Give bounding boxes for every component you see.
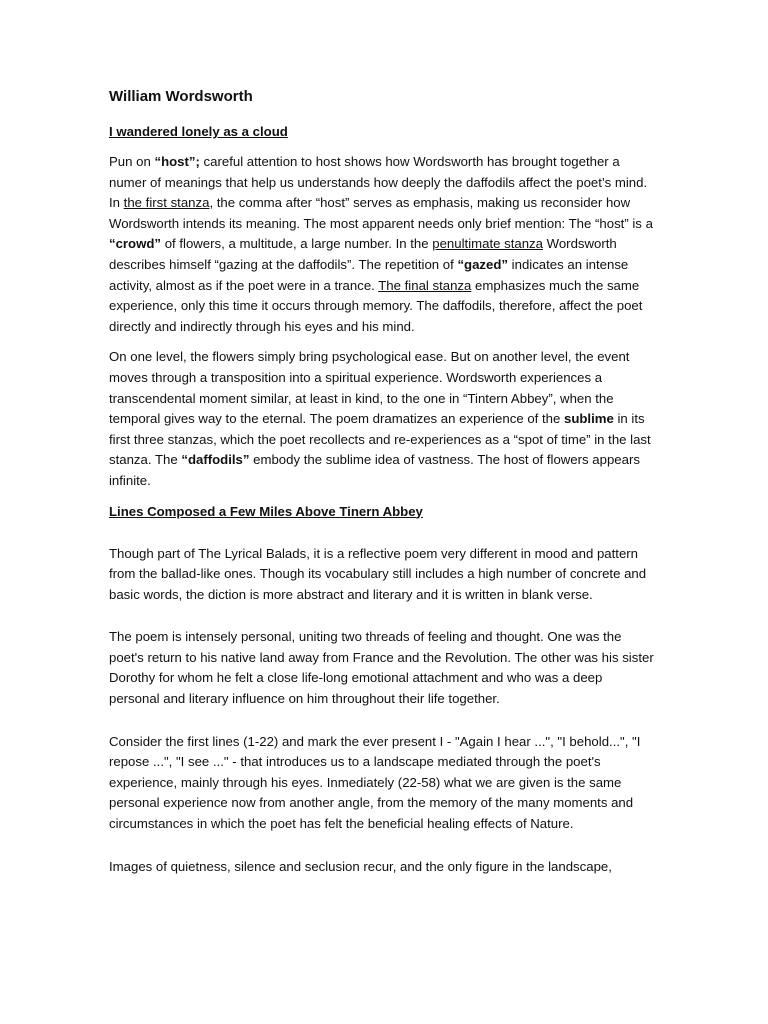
paragraph	[109, 152, 654, 337]
paragraph	[109, 732, 654, 835]
paragraph	[109, 627, 654, 709]
text-run: Wordsworth describes himself “gazing at the daffodils”. The repetition of	[109, 236, 617, 272]
text-run: indicates an intense activity, almost as if the poet were in a trance.	[109, 256, 629, 293]
section-daffodils	[109, 122, 654, 492]
text-run: in its first three stanzas, which the poet recollects and re-experiences as a “spot of time” in the last stanza. The	[109, 411, 651, 468]
text-run: embody the sublime idea of vastness. The host of flowers appears infinite.	[109, 452, 640, 488]
text-run: The poem is intensely personal, uniting two threads of feeling and thought. One was the poet's return to his native land away from France and the Revolution. The other was his sister Dorothy for whom he felt a close life-long emotional attachment and who was a deep personal and literary influence on him throughout their life together.	[109, 629, 654, 707]
text-run: On one level, the flowers simply bring psychological ease. But on another level, the event moves through a transposition into a spiritual experience. Wordsworth experiences a transcendental moment similar, at least in kind, to the one in “Tintern Abbey”, when the temporal gives way to the eternal. The poem dramatizes an experience of the	[109, 349, 630, 427]
text-run: of flowers, a multitude, a large number. In the	[161, 236, 433, 252]
paragraph	[109, 857, 654, 878]
text-run-underlined: The final stanza	[378, 277, 472, 293]
text-run: Pun on	[109, 154, 155, 169]
text-run: Images of quietness, silence and seclusion recur, and the only figure in the landscape,	[109, 858, 612, 874]
text-run-bold: “crowd”	[109, 236, 162, 252]
text-run-bold: “host”;	[154, 154, 200, 169]
text-run-bold: “gazed”	[457, 256, 509, 272]
text-run: emphasizes much the same experience, only this time it occurs through memory. The daffodils, therefore, affect the poet directly and indirectly through his eyes and his mind.	[109, 277, 643, 334]
text-run: , the comma after “host” serves as emphasis, making us reconsider how Wordsworth intends its meaning. The most apparent needs only brief mention: The “host” is a	[109, 195, 653, 231]
text-run: careful attention to host shows how Wordsworth has brought together a numer of meanings that help us understands how deeply the daffodils affect the poet’s mind. In	[109, 154, 648, 211]
text-run-underlined: penultimate stanza	[432, 236, 543, 252]
text-run-underlined: the first stanza	[123, 195, 210, 211]
text-run: Though part of The Lyrical Balads, it is a reflective poem very different in mood and pattern from the ballad-like ones. Though its vocabulary still includes a high number of concrete and basic words, the diction is more abstract and literary and it is written in blank verse.	[109, 545, 647, 602]
text-run-bold: sublime	[563, 411, 614, 427]
document-title: William Wordsworth	[109, 88, 253, 105]
paragraph	[109, 347, 654, 491]
document-body	[109, 86, 654, 887]
text-run: Consider the first lines (1-22) and mark the ever present I - "Again I hear ...", "I behold...", "I repose ...", "I see ..." - that introduces us to a landscape mediated through the poet's experience, mainly through his eyes. Inmediately (22-58) what we are given is the same personal experience now from another angle, from the memory of the many moments and circumstances in which the poet has felt the beneficial healing effects of Nature.	[109, 733, 641, 832]
section-heading: Lines Composed a Few Miles Above Tinern Abbey	[109, 503, 423, 519]
section-heading: I wandered lonely as a cloud	[109, 124, 288, 139]
text-run-bold: “daffodils”	[181, 452, 250, 468]
section-tintern-abbey	[109, 502, 654, 878]
paragraph	[109, 544, 654, 606]
